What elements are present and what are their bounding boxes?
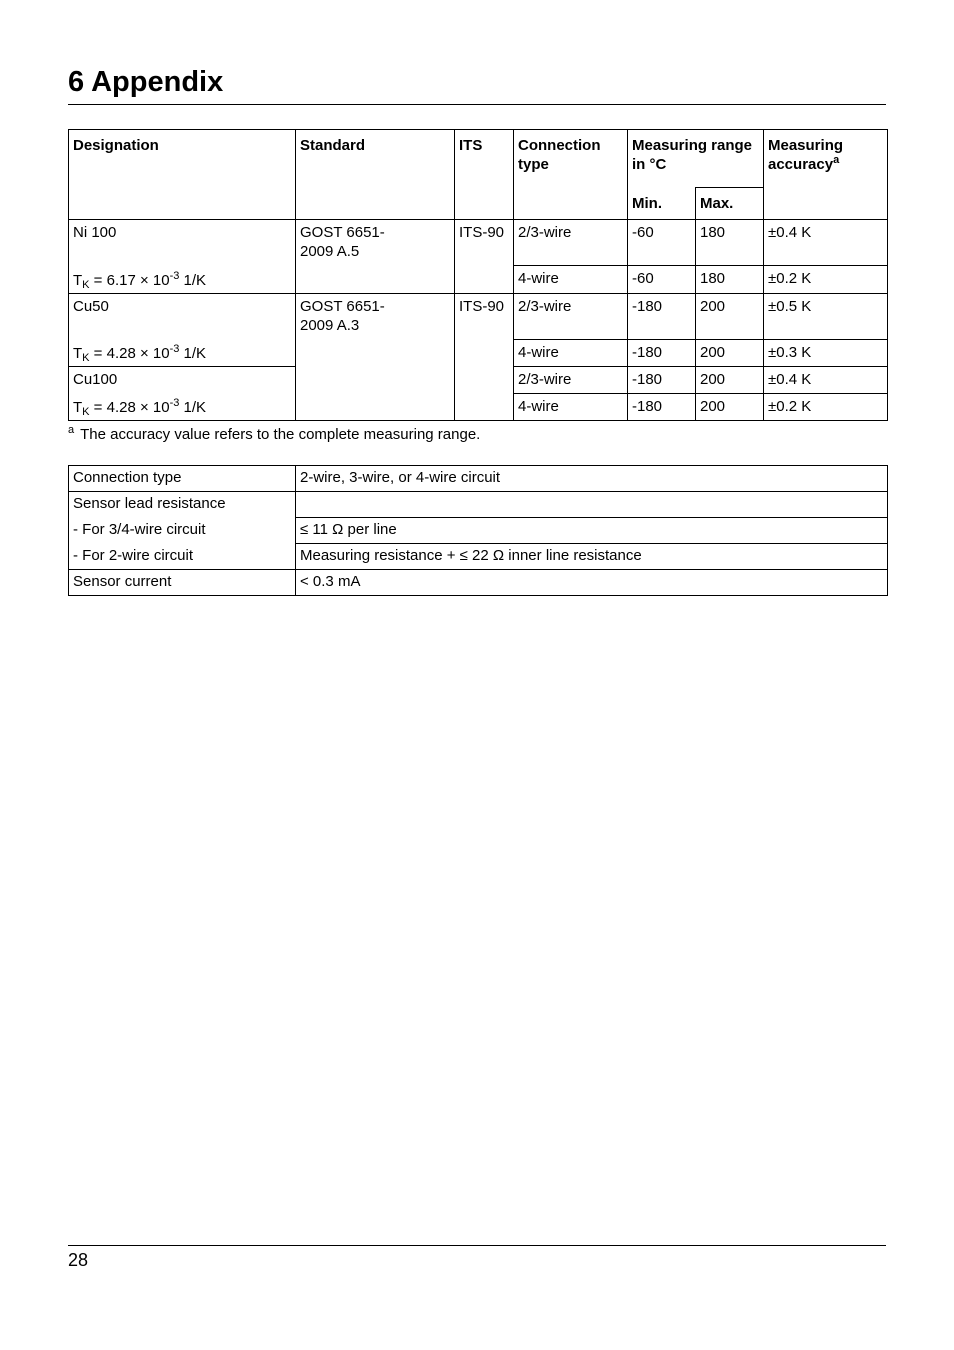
max-cell: 200 <box>696 340 764 367</box>
property-label: Connection type <box>69 466 296 492</box>
property-value <box>296 492 888 518</box>
connection-cell: 2/3-wire <box>514 294 628 340</box>
temperature-coefficient: $T_K = 4.28 \times 10^{-3}$ 1/K <box>73 397 207 418</box>
table-row <box>69 492 888 518</box>
property-label: Sensor lead resistance <box>69 492 296 518</box>
header-measuring-accuracy <box>764 130 888 220</box>
header-min: Min. <box>628 188 696 220</box>
sensor-properties-table <box>68 465 888 596</box>
min-cell: -60 <box>628 266 696 294</box>
designation-cell <box>69 294 296 367</box>
max-cell: 180 <box>696 220 764 266</box>
property-value: 2-wire, 3-wire, or 4-wire circuit <box>296 466 888 492</box>
table-row <box>69 220 888 266</box>
table-row <box>69 294 888 340</box>
max-cell: 180 <box>696 266 764 294</box>
property-value: Measuring resistance + ≤ 22 Ω inner line resistance <box>296 544 888 570</box>
header-its: ITS <box>455 130 514 220</box>
designation-name: Ni 100 <box>73 224 117 241</box>
table-footnote <box>68 425 480 445</box>
title-divider <box>68 104 886 105</box>
temperature-coefficient: $T_K = 4.28 \times 10^{-3}$ 1/K <box>73 343 207 364</box>
min-cell: -180 <box>628 367 696 394</box>
sensor-spec-table <box>68 129 888 421</box>
table-header-row <box>69 130 888 188</box>
connection-cell: 4-wire <box>514 340 628 367</box>
standard-cell: GOST 6651-2009 A.5 <box>296 220 455 294</box>
footnote-mark: a <box>68 424 75 436</box>
designation-cell <box>69 220 296 294</box>
table-row <box>69 518 888 544</box>
header-connection-type: Connection type <box>514 130 628 220</box>
table-row <box>69 466 888 492</box>
header-standard: Standard <box>296 130 455 220</box>
accuracy-cell: ±0.2 K <box>764 394 888 421</box>
footnote-text: The accuracy value refers to the complete measuring range. <box>80 426 481 443</box>
min-cell: -180 <box>628 340 696 367</box>
header-designation: Designation <box>69 130 296 220</box>
max-cell: 200 <box>696 367 764 394</box>
connection-cell: 2/3-wire <box>514 367 628 394</box>
standard-cell: GOST 6651-2009 A.3 <box>296 294 455 421</box>
property-label: - For 2-wire circuit <box>69 544 296 570</box>
header-measuring-range: Measuring range in °C <box>628 130 764 188</box>
min-cell: -180 <box>628 394 696 421</box>
header-max: Max. <box>696 188 764 220</box>
its-cell: ITS-90 <box>455 294 514 421</box>
max-cell: 200 <box>696 394 764 421</box>
footnote-mark: a <box>833 154 840 166</box>
accuracy-cell: ±0.2 K <box>764 266 888 294</box>
connection-cell: 4-wire <box>514 394 628 421</box>
property-value: ≤ 11 Ω per line <box>296 518 888 544</box>
connection-cell: 2/3-wire <box>514 220 628 266</box>
table-row <box>69 570 888 596</box>
designation-name: Cu100 <box>73 371 118 388</box>
connection-cell: 4-wire <box>514 266 628 294</box>
property-value: < 0.3 mA <box>296 570 888 596</box>
its-cell: ITS-90 <box>455 220 514 294</box>
min-cell: -180 <box>628 294 696 340</box>
page-number: 28 <box>68 1250 89 1270</box>
max-cell: 200 <box>696 294 764 340</box>
accuracy-cell: ±0.3 K <box>764 340 888 367</box>
header-accuracy-label: Measuring accuracy <box>768 137 844 173</box>
designation-cell <box>69 367 296 421</box>
min-cell: -60 <box>628 220 696 266</box>
temperature-coefficient: $T_K = 6.17 \times 10^{-3}$ 1/K <box>73 270 207 291</box>
property-label: Sensor current <box>69 570 296 596</box>
accuracy-cell: ±0.5 K <box>764 294 888 340</box>
designation-name: Cu50 <box>73 298 109 315</box>
footer-divider <box>68 1245 886 1246</box>
property-label: - For 3/4-wire circuit <box>69 518 296 544</box>
table-row <box>69 544 888 570</box>
page-title: 6 Appendix <box>68 66 224 98</box>
accuracy-cell: ±0.4 K <box>764 220 888 266</box>
accuracy-cell: ±0.4 K <box>764 367 888 394</box>
